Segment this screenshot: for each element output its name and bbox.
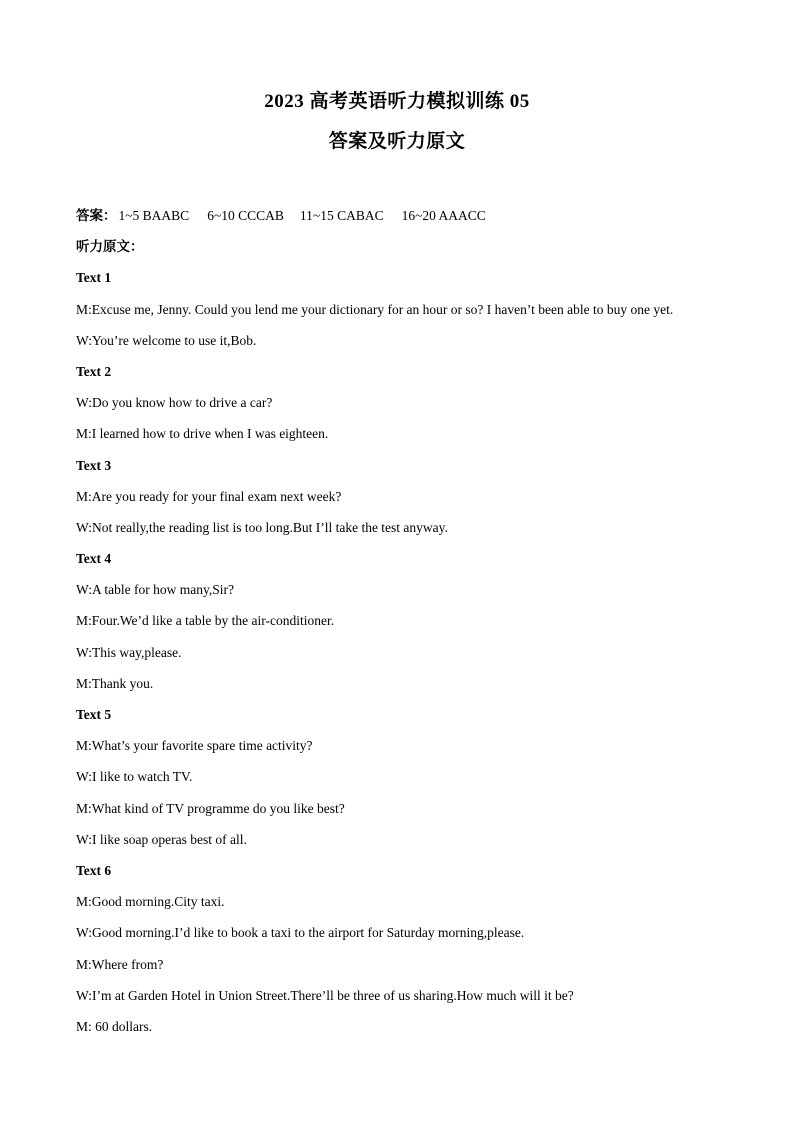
dialogue-line: M:Four.We’d like a table by the air-conditioner. bbox=[76, 613, 335, 629]
dialogue-line: W:Do you know how to drive a car? bbox=[76, 395, 273, 411]
text-section-heading: Text 5 bbox=[76, 707, 112, 722]
dialogue-line: M: 60 dollars. bbox=[76, 1018, 153, 1034]
dialogue-line: M:Are you ready for your final exam next week? bbox=[76, 488, 342, 504]
dialogue-line: W:I like soap operas best of all. bbox=[76, 831, 247, 847]
text-section-heading: Text 4 bbox=[76, 551, 112, 567]
answer-key-label: 答案： bbox=[76, 208, 117, 223]
dialogue-line: M:What kind of TV programme do you like best? bbox=[76, 800, 345, 816]
answer-group: 6~10 CCCAB bbox=[207, 208, 284, 223]
transcript-heading: 听力原文： bbox=[76, 239, 144, 255]
dialogue-line: W:Good morning.I’d like to book a taxi to the airport for Saturday morning,please. bbox=[76, 925, 525, 941]
dialogue-line: M:Thank you. bbox=[76, 675, 154, 691]
document-body bbox=[76, 205, 736, 1047]
answer-group: 11~15 CABAC bbox=[299, 208, 384, 223]
text-section-heading: Text 2 bbox=[76, 363, 112, 379]
dialogue-line: W:Not really,the reading list is too long.But I’ll take the test anyway. bbox=[76, 519, 448, 535]
dialogue-line: W:I like to watch TV. bbox=[76, 769, 193, 785]
dialogue-line: M:Where from? bbox=[76, 956, 164, 972]
dialogue-line: M:What’s your favorite spare time activity? bbox=[76, 738, 313, 754]
answer-group: 1~5 BAABC bbox=[118, 208, 190, 223]
dialogue-line: W:This way,please. bbox=[76, 644, 182, 660]
answer-key bbox=[76, 205, 736, 236]
dialogue-line: W:I’m at Garden Hotel in Union Street.There’ll be three of us sharing.How much will it be? bbox=[76, 987, 574, 1003]
dialogue-line: W:A table for how many,Sir? bbox=[76, 582, 234, 598]
answer-group: 16~20 AAACC bbox=[401, 208, 486, 223]
text-section-heading: Text 1 bbox=[76, 270, 112, 286]
dialogue-line: M:Excuse me, Jenny. Could you lend me your dictionary for an hour or so? I haven’t been able to buy one yet. bbox=[76, 301, 674, 317]
text-section-heading: Text 3 bbox=[76, 457, 112, 473]
dialogue-line: M:I learned how to drive when I was eighteen. bbox=[76, 426, 329, 442]
dialogue-line: M:Good morning.City taxi. bbox=[76, 894, 225, 910]
text-section-heading: Text 6 bbox=[76, 862, 112, 878]
dialogue-line: W:You’re welcome to use it,Bob. bbox=[76, 332, 257, 348]
document-subtitle: 答案及听力原文 bbox=[328, 131, 466, 152]
document-title: 2023 高考英语听力模拟训练 05 bbox=[264, 91, 530, 112]
transcript bbox=[76, 267, 736, 1047]
